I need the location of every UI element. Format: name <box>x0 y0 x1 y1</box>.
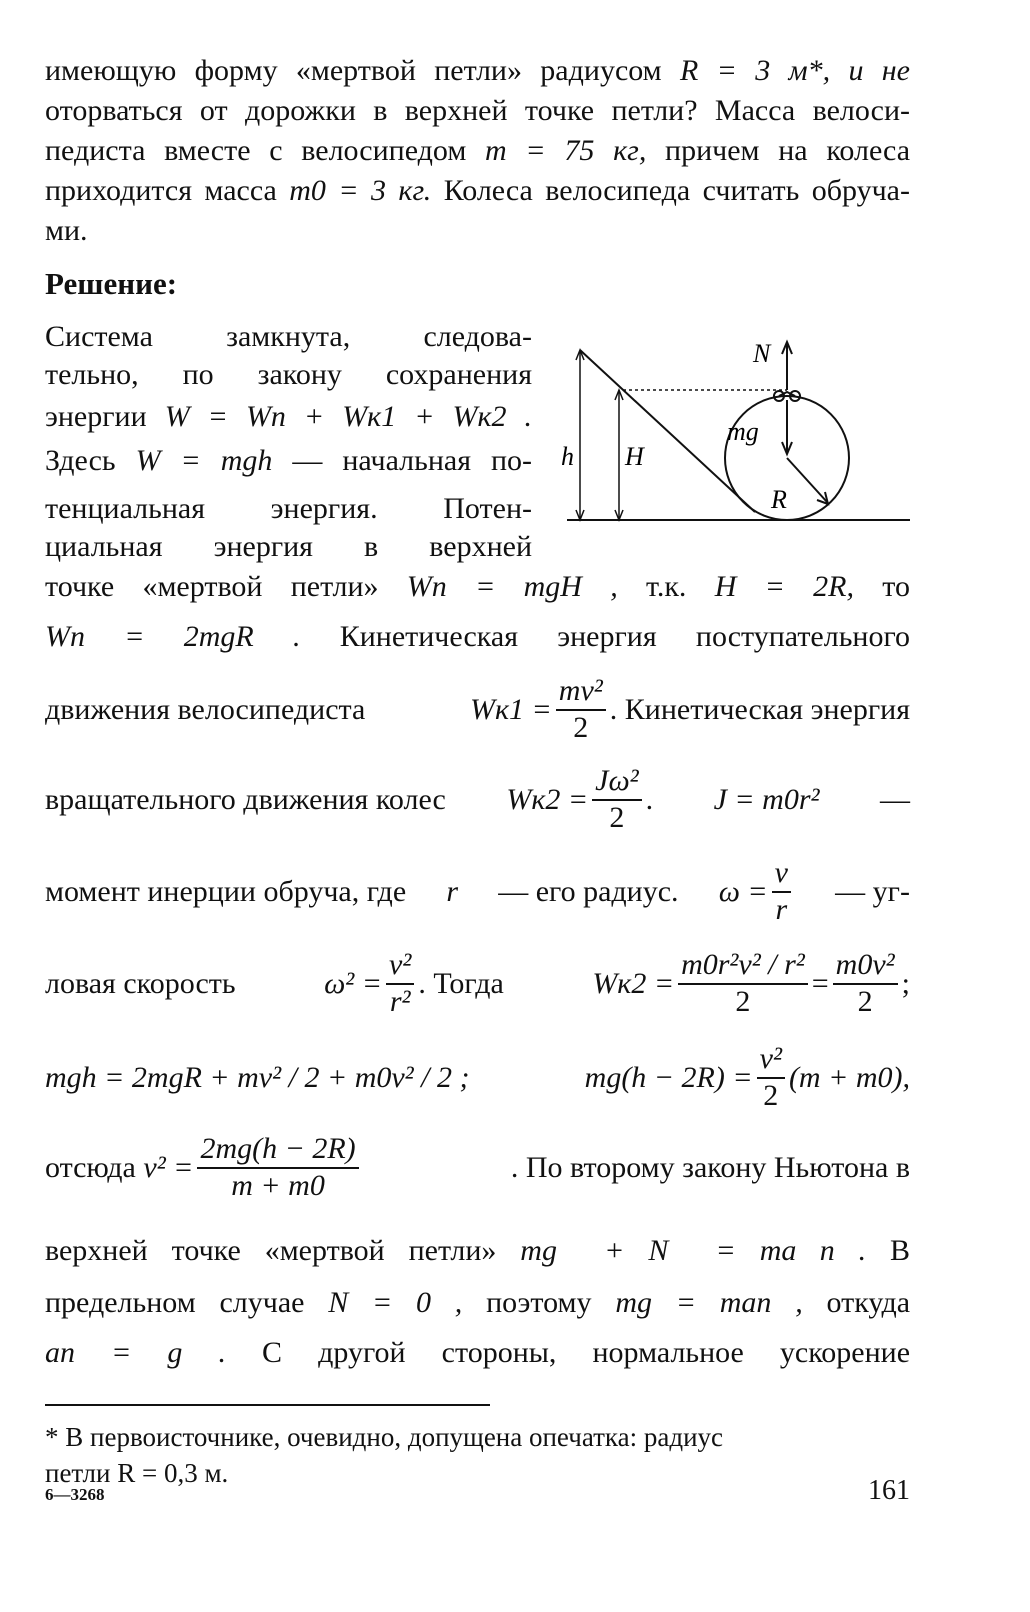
label-H: H <box>625 442 644 471</box>
fraction-wk2-long: $\frac{\text{m0r²v² / r²}}{2}$ <box>678 948 808 1019</box>
label-mg: mg⃗ <box>727 417 779 446</box>
solution-heading: Решение: <box>45 266 178 301</box>
problem-line-2: оторваться от дорожки в верхней точке петли? Масса велоси- <box>45 94 910 127</box>
solution-col-line-3: энергии W = Wп + Wк1 + Wк2 . <box>45 400 533 433</box>
solution-line-f1: точке «мертвой петли» Wп = mgH , т.к. H = 2R, то <box>45 570 910 603</box>
R-vector <box>787 458 827 502</box>
solution-line-f5: момент инерции обруча, где r — его радиус. ω = $\frac{v}{r}$ — уг- <box>45 856 910 926</box>
sheet-code: 6—3268 <box>45 1485 105 1504</box>
solution-line-f9: верхней точке «мертвой петли» mg⃗ + N⃗ = ma⃗n . В <box>45 1234 911 1267</box>
label-R: R <box>771 485 787 514</box>
solution-col-line-4: Здесь W = mgh — начальная по- <box>45 444 533 477</box>
problem-line-3: педиста вместе с велосипедом m = 75 кг, причем на колеса <box>45 134 911 167</box>
solution-col-line-5: тенциальная энергия. Потен- <box>45 492 532 525</box>
solution-line-f3: движения велосипедиста Wк1 = $\frac{\text{mv²}}{2}$ . Кинетическая энергия <box>45 674 910 744</box>
solution-col-line-2: тельно, по закону сохранения <box>45 358 532 391</box>
solution-line-f11: an = g . С другой стороны, нормальное ускорение <box>45 1336 911 1369</box>
fraction-wk2: $\frac{\text{Jω²}}{2}$ <box>592 764 642 835</box>
fraction-wk2-short: $\frac{\text{m0v²}}{2}$ <box>833 948 898 1019</box>
footnote-line-1: * В первоисточнике, очевидно, допущена опечатка: радиус <box>45 1422 724 1452</box>
fraction-omega-squared: $\frac{\text{v²}}{\text{r²}}$ <box>386 948 414 1019</box>
solution-col-line-1: Система замкнута, следова- <box>45 320 532 353</box>
solution-line-f4: вращательного движения колес Wк2 = $\frac{\text{Jω²}}{2}$ . J = m0r² — <box>45 764 910 834</box>
footnote-line-2: петли R = 0,3 м. <box>45 1458 229 1488</box>
solution-col-line-6: циальная энергия в верхней <box>45 530 532 563</box>
page-number: 161 <box>868 1475 910 1506</box>
solution-line-f8: отсюда v² = $\frac{2mg(h - 2R)}{m + m0}$ . По второму закону Ньютона в <box>45 1132 910 1202</box>
label-h: h <box>561 442 574 471</box>
solution-line-f6: ловая скорость ω² = $\frac{\text{v²}}{\text{r²}}$ . Тогда Wк2 = $\frac{\text{m0r²v² / r²}}{2}$ = $\frac{\text{m0v²}}{2}$ ; <box>45 948 910 1018</box>
problem-line-4: приходится масса m0 = 3 кг. Колеса велосипеда считать обруча- <box>45 174 910 207</box>
problem-line-1: имеющую форму «мертвой петли» радиусом R = 3 м*, и не <box>45 54 910 87</box>
fraction-v2-half: $\frac{\text{v²}}{2}$ <box>757 1042 785 1113</box>
label-N: N⃗ <box>753 339 791 368</box>
solution-line-f7: mgh = 2mgR + mv² / 2 + m0v² / 2 ; mg(h − 2R) = $\frac{\text{v²}}{2}$ (m + m0), <box>45 1042 910 1112</box>
fraction-v2-result: $\frac{2mg(h - 2R)}{m + m0}$ <box>197 1132 358 1203</box>
loop-figure <box>555 330 915 530</box>
fraction-omega: $\frac{v}{r}$ <box>772 856 791 927</box>
footnote-rule <box>45 1404 490 1406</box>
fraction-wk1: $\frac{\text{mv²}}{2}$ <box>556 674 606 745</box>
solution-line-f10: предельном случае N = 0 , поэтому mg = man , откуда <box>45 1286 911 1319</box>
problem-line-5: ми. <box>45 214 88 247</box>
solution-line-f2: Wп = 2mgR . Кинетическая энергия поступательного <box>45 620 911 653</box>
